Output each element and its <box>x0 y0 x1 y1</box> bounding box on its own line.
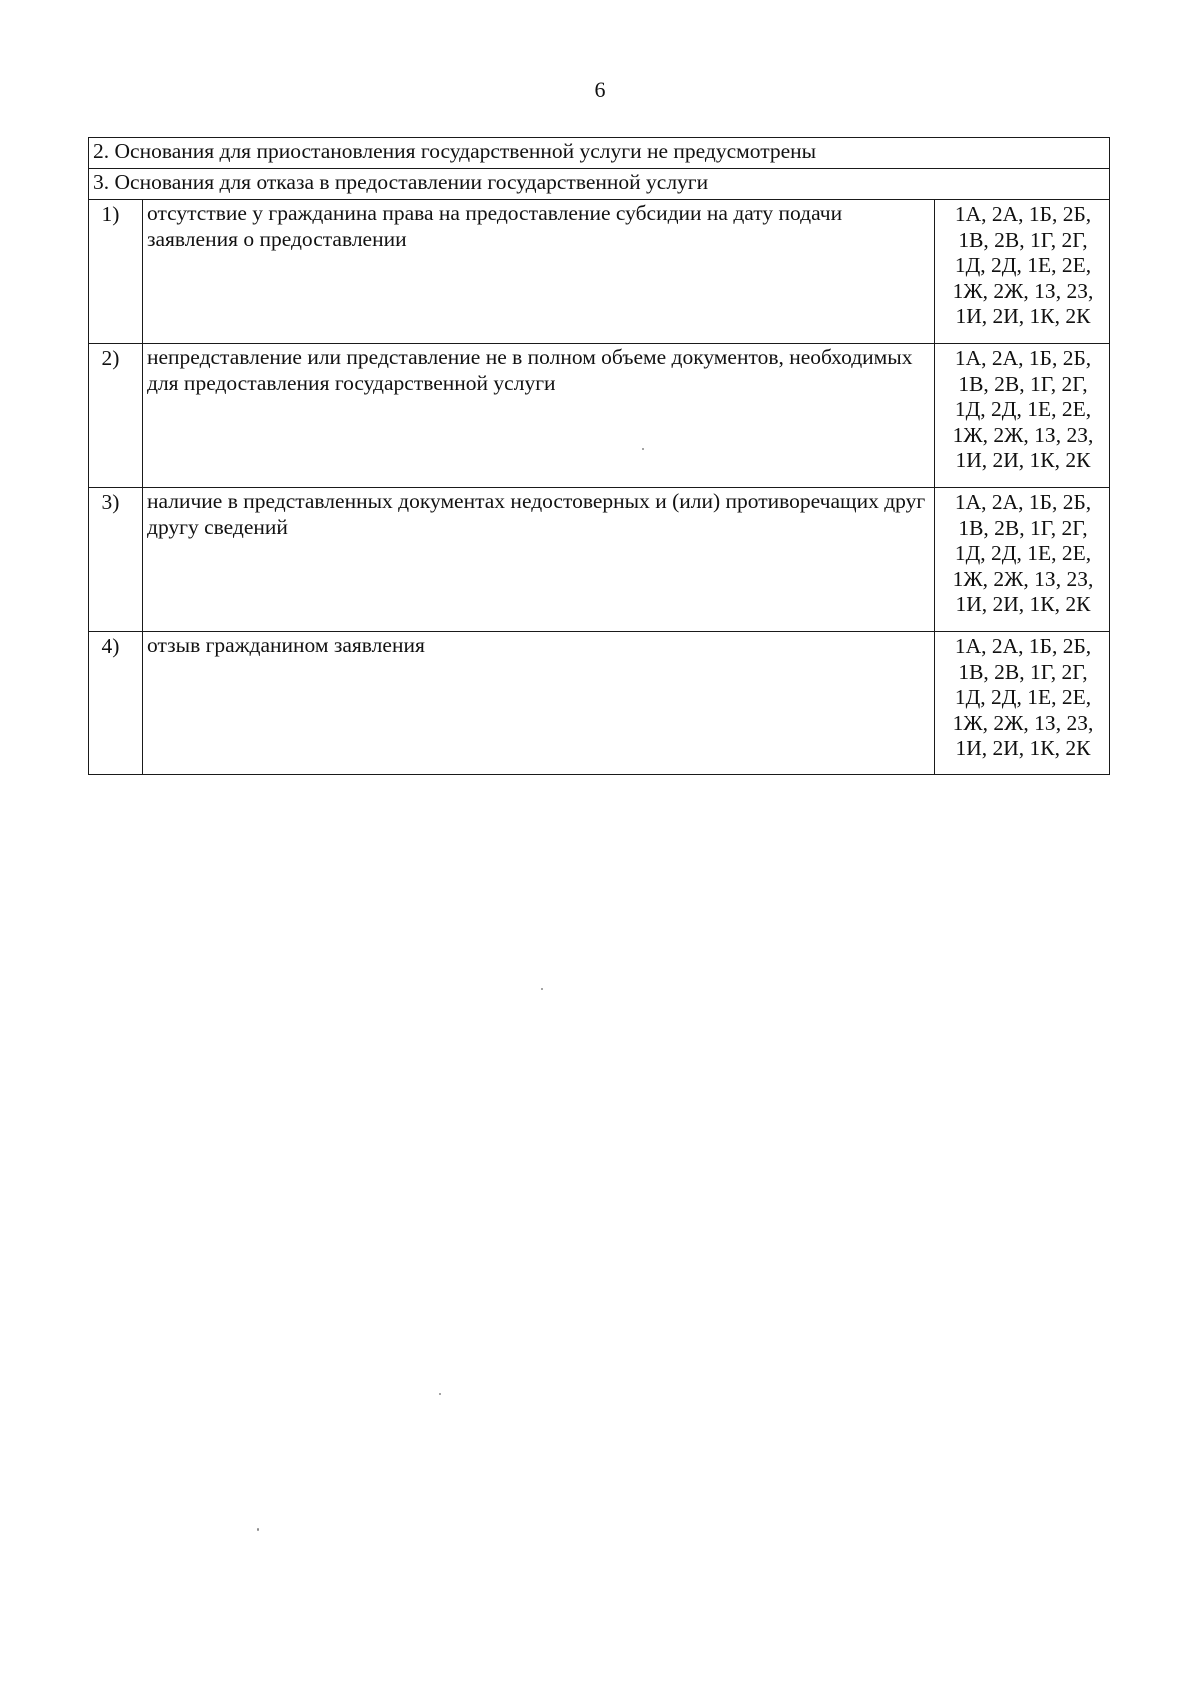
reason-number-cell <box>89 344 143 488</box>
reason-number: 4) <box>101 634 120 658</box>
section-row <box>89 169 1110 200</box>
reason-codes-cell <box>935 344 1110 488</box>
reason-row <box>89 488 1110 632</box>
section-heading-refusal: 3. Основания для отказа в предоставлении государственной услуги <box>89 169 1110 200</box>
reason-codes: 1А, 2А, 1Б, 2Б, 1В, 2В, 1Г, 2Г, 1Д, 2Д, 1Е, 2Е, 1Ж, 2Ж, 1З, 2З, 1И, 2И, 1К, 2К <box>952 346 1094 472</box>
reason-codes-cell <box>935 200 1110 344</box>
grounds-table <box>88 137 1110 775</box>
reason-row <box>89 632 1110 775</box>
reason-number: 3) <box>101 490 120 514</box>
reason-codes: 1А, 2А, 1Б, 2Б, 1В, 2В, 1Г, 2Г, 1Д, 2Д, 1Е, 2Е, 1Ж, 2Ж, 1З, 2З, 1И, 2И, 1К, 2К <box>952 634 1094 760</box>
reason-text: отсутствие у гражданина права на предоставление субсидии на дату подачи заявления о предоставлении <box>143 200 935 344</box>
reason-number: 1) <box>101 202 120 226</box>
reason-codes: 1А, 2А, 1Б, 2Б, 1В, 2В, 1Г, 2Г, 1Д, 2Д, 1Е, 2Е, 1Ж, 2Ж, 1З, 2З, 1И, 2И, 1К, 2К <box>952 202 1094 328</box>
reason-text: отзыв гражданином заявления <box>143 632 935 775</box>
scan-speck <box>257 1528 259 1531</box>
reason-codes-cell <box>935 632 1110 775</box>
reason-number-cell <box>89 488 143 632</box>
section-heading-suspension: 2. Основания для приостановления государственной услуги не предусмотрены <box>89 138 1110 169</box>
reason-number-cell <box>89 200 143 344</box>
reason-text: непредставление или представление не в полном объеме документов, необходимых для предоставления государственной услуги <box>143 344 935 488</box>
reason-codes-cell <box>935 488 1110 632</box>
reason-number-cell <box>89 632 143 775</box>
scan-speck <box>439 1393 441 1395</box>
page-number: 6 <box>594 77 606 102</box>
section-row <box>89 138 1110 169</box>
scan-speck <box>541 988 543 990</box>
reason-row <box>89 200 1110 344</box>
reason-row <box>89 344 1110 488</box>
reason-codes: 1А, 2А, 1Б, 2Б, 1В, 2В, 1Г, 2Г, 1Д, 2Д, 1Е, 2Е, 1Ж, 2Ж, 1З, 2З, 1И, 2И, 1К, 2К <box>952 490 1094 616</box>
scan-speck <box>642 448 644 450</box>
reason-number: 2) <box>101 346 120 370</box>
reason-text: наличие в представленных документах недостоверных и (или) противоречащих друг другу сведений <box>143 488 935 632</box>
